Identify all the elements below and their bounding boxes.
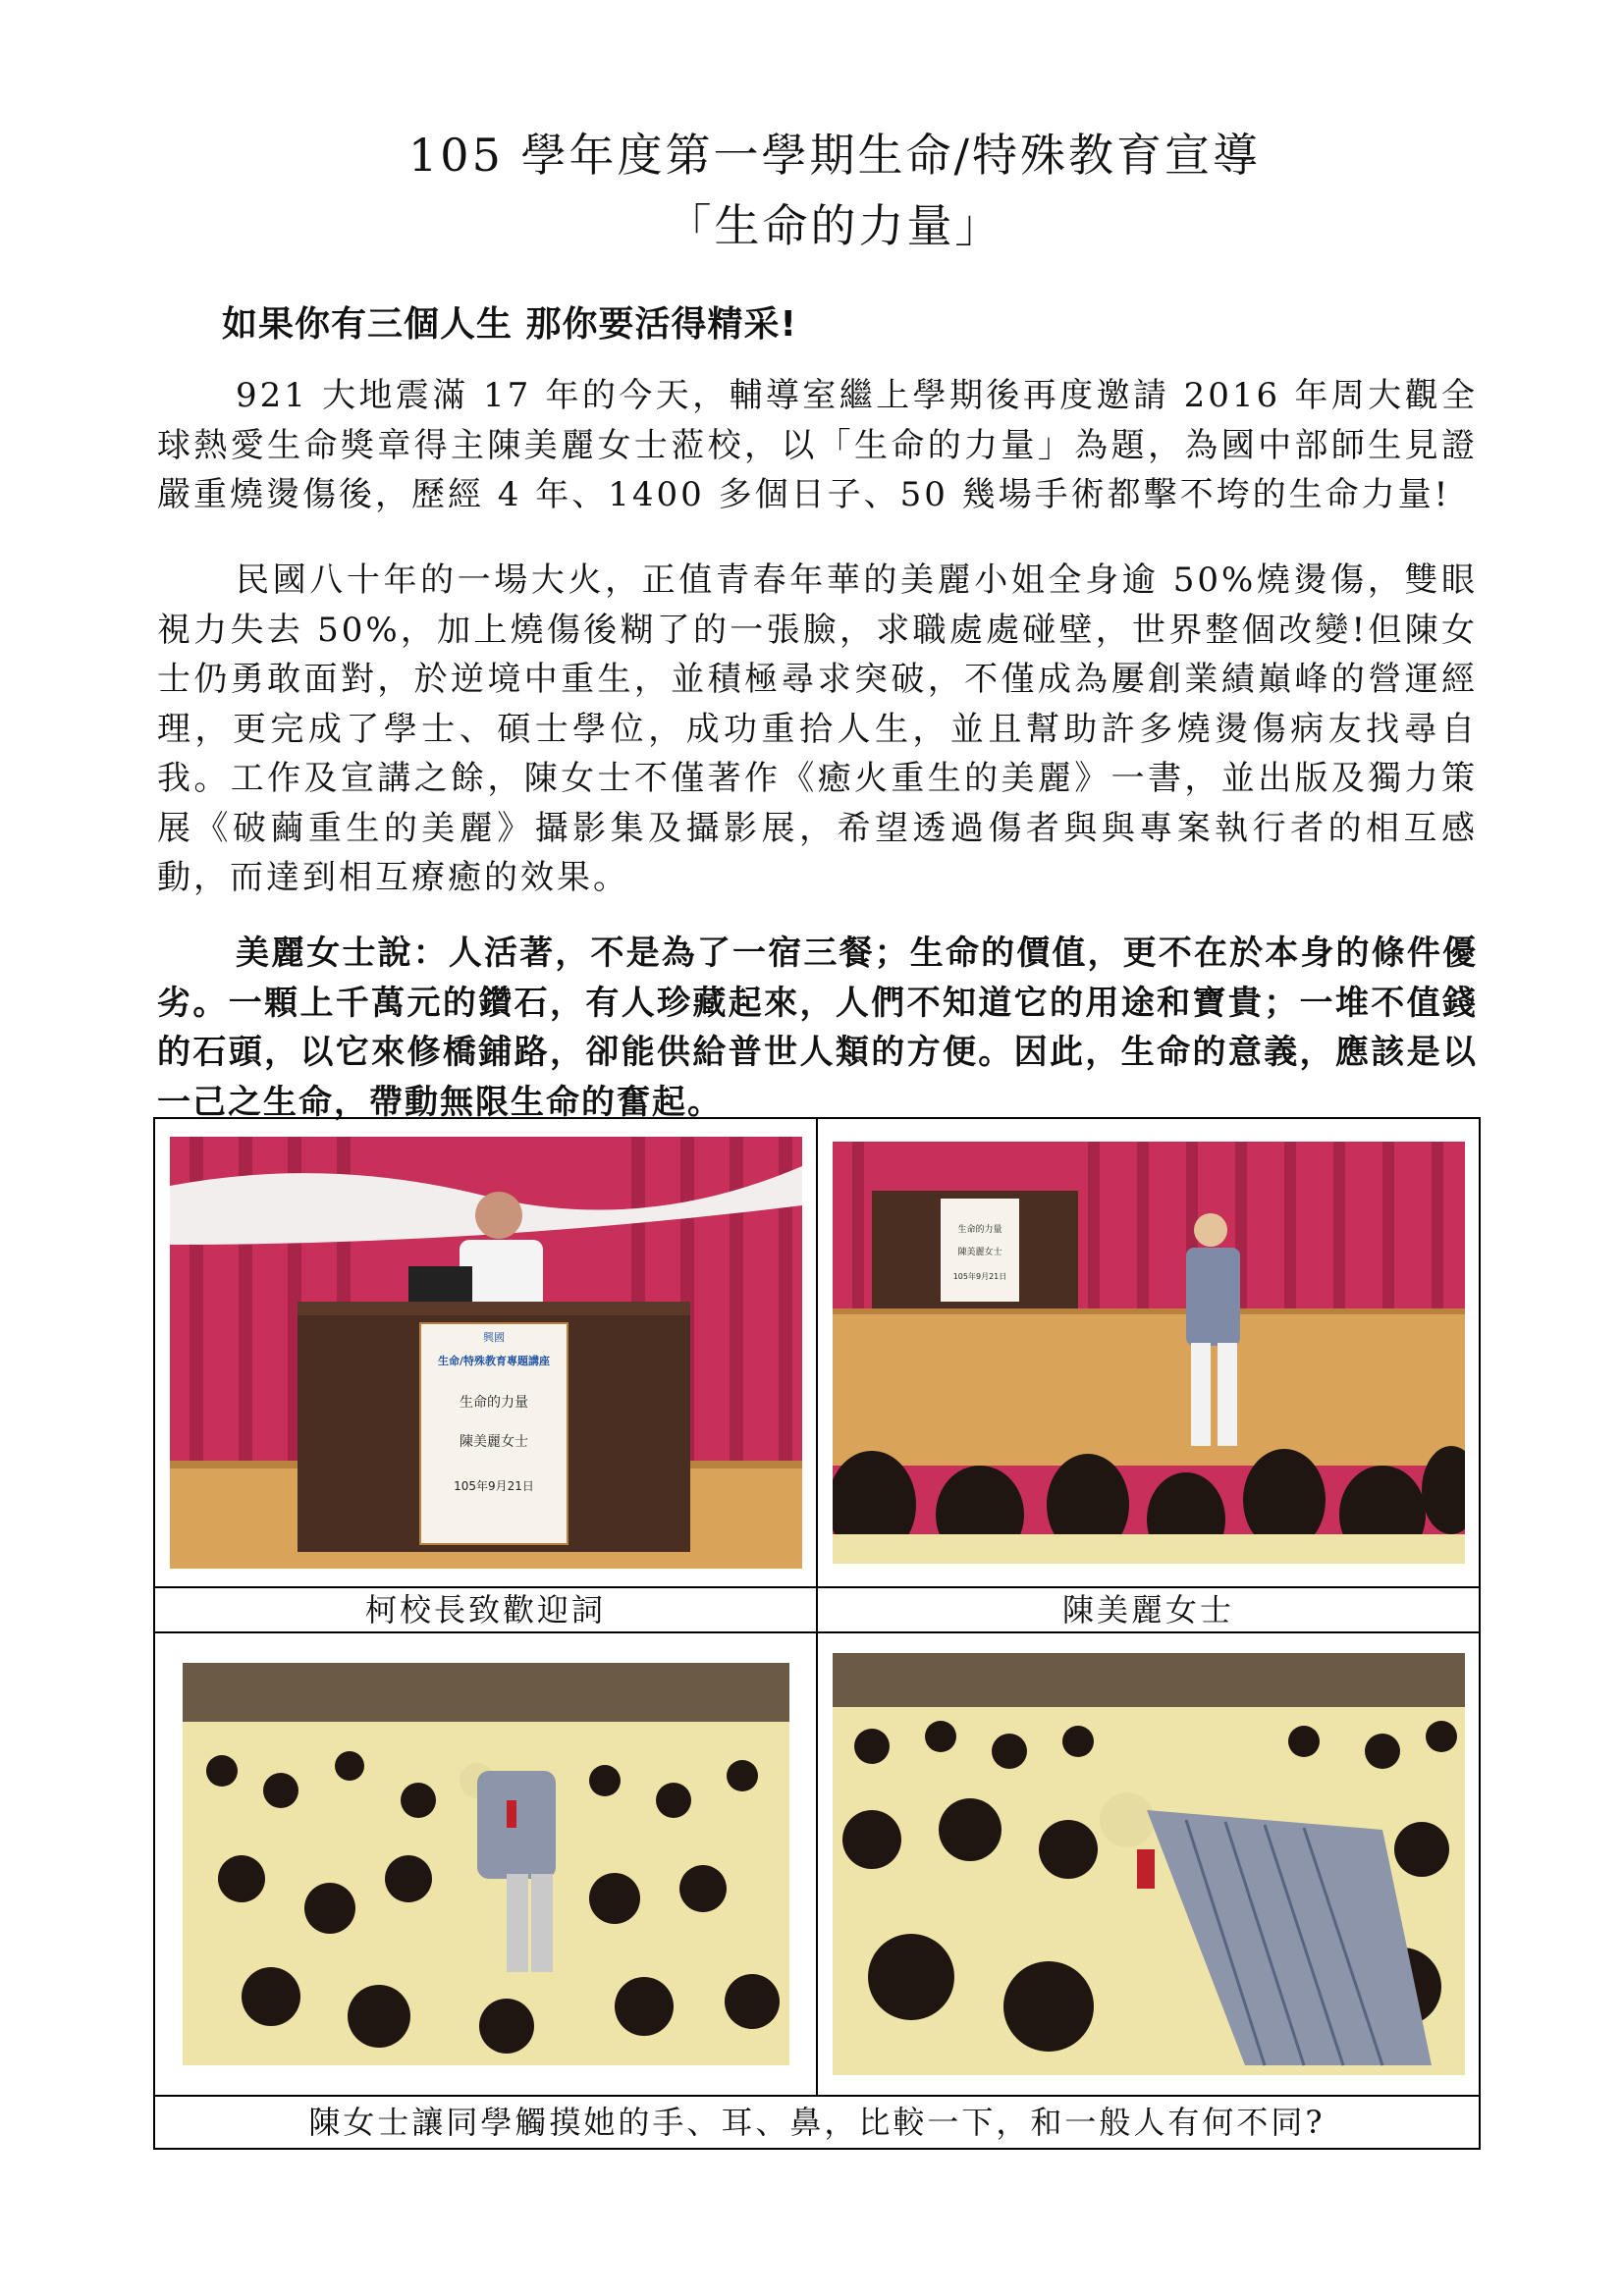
sign-badge: 興國 xyxy=(482,1331,505,1344)
paragraph-story: 民國八十年的一場大火，正值青春年華的美麗小姐全身逾 50%燒燙傷，雙眼視力失去 50%，加上燒傷後糊了的一張臉，求職處處碰壁，世界整個改變!但陳女士仍勇敢面對，於逆境中重生，並積極尋求突破，不僅成為屢創業績巔峰的營運經理，更完成了學士、碩士學位，成功重拾人生，並且幫助許多燒燙傷病友找尋自我。工作及宣講之餘，陳女士不僅著作《癒火重生的美麗》一書，並出版及獨力策展《破繭重生的美麗》攝影集及攝影展，希望透過傷者與與專案執行者的相互感動，而達到相互療癒的效果。 xyxy=(157,561,1478,897)
photo-cell-students-1 xyxy=(154,1632,817,2096)
section-subtitle: 如果你有三個人生 那你要活得精采! xyxy=(222,304,797,345)
paragraph-quote: 美麗女士說：人活著，不是為了一宿三餐；生命的價值，更不在於本身的條件優劣。一顆上千萬元的鑽石，有人珍藏起來，人們不知道它的用途和寶貴；一堆不值錢的石頭，以它來修橋鋪路，卻能供給普世人類的方便。因此，生命的意義，應該是以一己之生命，帶動無限生命的奮起。 xyxy=(157,934,1478,1122)
photo-principal-speech xyxy=(170,1137,802,1569)
document-title-quote: 「生命的力量」 xyxy=(666,199,1003,252)
sign2-line3: 105年9月21日 xyxy=(952,1272,1006,1281)
sign2-line1: 生命的力量 xyxy=(956,1225,1002,1235)
document-title: 105 學年度第一學期生命/特殊教育宣導 xyxy=(408,129,1261,182)
sign-line4: 105年9月21日 xyxy=(453,1479,534,1493)
photo-cell-speaker xyxy=(817,1118,1480,1587)
caption-principal: 柯校長致歡迎詞 xyxy=(154,1587,817,1632)
photo-students-touch-2 xyxy=(833,1653,1465,2075)
sign-line3: 陳美麗女士 xyxy=(459,1434,528,1450)
sign-line1: 生命/特殊教育專題講座 xyxy=(437,1355,550,1367)
photo-cell-principal xyxy=(154,1118,817,1587)
sign-line2: 生命的力量 xyxy=(459,1395,528,1411)
caption-speaker: 陳美麗女士 xyxy=(817,1587,1480,1632)
paragraph-intro: 921 大地震滿 17 年的今天，輔導室繼上學期後再度邀請 2016 年周大觀全球熱愛生命獎章得主陳美麗女士蒞校，以「生命的力量」為題，為國中部師生見證嚴重燒燙傷後，歷經 4 年、1400 多個日子、50 幾場手術都擊不垮的生命力量! xyxy=(157,376,1478,514)
photo-cell-students-2 xyxy=(817,1632,1480,2096)
photo-table xyxy=(153,1117,1481,2150)
sign2-line2: 陳美麗女士 xyxy=(956,1248,1002,1257)
photo-students-touch-1 xyxy=(183,1663,789,2065)
photo-speaker-stage xyxy=(833,1142,1465,1564)
caption-bottom: 陳女士讓同學觸摸她的手、耳、鼻，比較一下，和一般人有何不同? xyxy=(154,2096,1480,2149)
